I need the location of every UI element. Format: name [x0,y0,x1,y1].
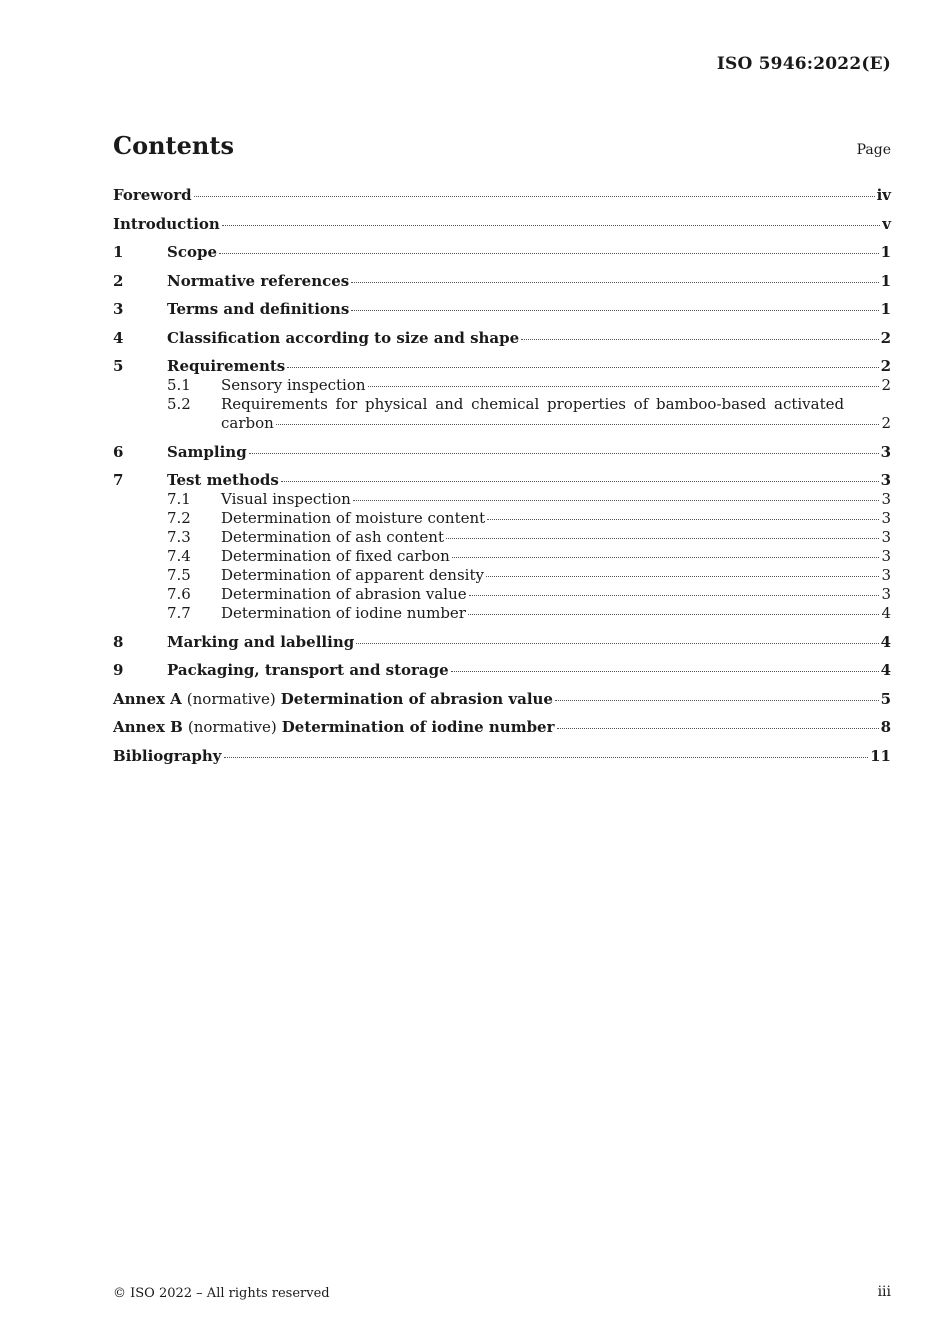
dot-leader [452,557,880,558]
toc-entry-page: 2 [881,414,891,432]
toc-entry-annex-label: Annex B [113,718,183,736]
toc-entry-page: 3 [881,585,891,603]
dot-leader [249,453,879,454]
toc-entry-page: 3 [881,509,891,527]
toc-entry-number: 7.5 [167,566,191,584]
dot-leader [521,339,878,340]
dot-leader [368,386,880,387]
contents-heading: Contents [113,131,234,160]
toc-entry-marking-labelling[interactable] [113,633,891,652]
dot-leader [486,576,879,577]
toc-entry-sampling[interactable] [113,443,891,462]
toc-entry-annex-label: Annex A [113,689,182,708]
toc-entry-title: Determination of iodine number [281,718,555,736]
toc-entry-title: Bibliography [113,746,222,765]
toc-entry-page: iv [876,186,891,204]
toc-entry-number: 7.6 [167,585,191,603]
toc-entry-requirements[interactable] [113,357,891,376]
toc-entry-fixed-carbon[interactable] [113,547,891,566]
toc-entry-title: Determination of ash content [221,528,444,546]
toc-entry-page: 1 [880,300,891,318]
document-code: ISO 5946:2022(E) [716,54,891,74]
toc-entry-page: 4 [880,661,891,679]
table-of-contents [113,186,891,766]
dot-leader [487,519,879,520]
toc-entry-page: 1 [880,243,891,261]
toc-entry-visual-inspection[interactable] [113,490,891,509]
toc-entry-annex-a[interactable] [113,690,891,709]
toc-entry-classification[interactable] [113,329,891,348]
toc-entry-page: v [882,214,891,233]
toc-entry-introduction[interactable] [113,215,891,234]
toc-entry-title-line1: Requirements for physical and chemical properties of bamboo-based activated [221,395,845,413]
toc-entry-number: 5.2 [167,395,191,413]
toc-entry-page: 3 [881,566,891,584]
toc-entry-annex-qualifier: (normative) [187,718,277,736]
toc-entry-number: 1 [113,243,124,261]
dot-leader [468,614,879,615]
toc-entry-terms-definitions[interactable] [113,300,891,319]
dot-leader [281,481,879,482]
dot-leader [557,728,879,729]
toc-entry-scope[interactable] [113,243,891,262]
toc-entry-normative-references[interactable] [113,272,891,291]
toc-entry-title: Packaging, transport and storage [167,661,449,679]
toc-entry-moisture-content[interactable] [113,509,891,528]
toc-entry-iodine-number[interactable] [113,604,891,623]
dot-leader [351,282,878,283]
toc-entry-page: 4 [881,604,891,622]
toc-entry-wrapped-title [221,395,891,433]
toc-entry-number: 9 [113,661,124,679]
toc-entry-title-line2: carbon [221,414,274,432]
toc-entry-title: Determination of apparent density [221,566,484,584]
toc-entry-abrasion-value[interactable] [113,585,891,604]
toc-entry-number: 7.7 [167,604,191,622]
toc-entry-title: Classification according to size and shape [167,328,520,347]
toc-entry-number: 3 [113,300,124,318]
toc-entry-number: 7.3 [167,528,191,546]
dot-leader [287,367,878,368]
toc-entry-title: Introduction [113,214,220,233]
toc-entry-page: 5 [880,689,891,708]
toc-entry-title: Visual inspection [221,490,351,508]
toc-entry-title: Marking and labelling [167,632,355,651]
toc-entry-foreword[interactable] [113,186,891,205]
toc-entry-page: 3 [881,528,891,546]
toc-entry-title-line2-row [221,414,891,433]
toc-entry-page: 1 [880,271,891,290]
toc-entry-number: 6 [113,442,124,461]
dot-leader [356,643,878,644]
toc-entry-page: 11 [870,746,891,765]
toc-entry-number: 8 [113,632,124,651]
dot-leader [276,424,880,425]
copyright-notice: © ISO 2022 – All rights reserved [113,1286,330,1301]
dot-leader [194,196,875,197]
toc-entry-bibliography[interactable] [113,747,891,766]
toc-entry-title: Normative references [167,271,350,290]
toc-entry-number: 7.4 [167,547,191,565]
toc-entry-page: 3 [881,547,891,565]
toc-entry-title: Scope [167,243,218,261]
toc-entry-title: Determination of fixed carbon [221,547,450,565]
toc-entry-number: 4 [113,328,124,347]
toc-entry-page: 3 [880,442,891,461]
toc-entry-title: Sampling [167,442,247,461]
dot-leader [351,310,878,311]
toc-entry-number: 5.1 [167,376,191,394]
toc-entry-title: Test methods [167,471,279,489]
toc-entry-page: 2 [881,376,891,394]
dot-leader [555,700,879,701]
dot-leader [224,757,869,758]
toc-entry-physical-chemical-requirements[interactable] [113,395,891,433]
toc-entry-page: 2 [880,357,891,375]
dot-leader [353,500,880,501]
page-number: iii [877,1284,891,1300]
toc-entry-title: Terms and definitions [167,300,350,318]
toc-entry-number: 5 [113,357,124,375]
page-column-label: Page [856,142,891,158]
toc-entry-ash-content[interactable] [113,528,891,547]
dot-leader [446,538,879,539]
toc-entry-number: 7.1 [167,490,191,508]
toc-entry-packaging[interactable] [113,661,891,680]
toc-entry-page: 8 [880,718,891,736]
toc-entry-number: 7.2 [167,509,191,527]
toc-entry-title: Foreword [113,186,192,204]
toc-entry-title: Requirements [167,357,286,375]
toc-entry-annex-b[interactable] [113,718,891,737]
toc-entry-annex-qualifier: (normative) [186,689,276,708]
toc-entry-title: Determination of abrasion value [280,689,553,708]
toc-entry-page: 4 [880,632,891,651]
toc-entry-apparent-density[interactable] [113,566,891,585]
toc-entry-number: 2 [113,271,124,290]
dot-leader [222,225,880,226]
dot-leader [451,671,879,672]
toc-entry-title: Determination of abrasion value [221,585,467,603]
dot-leader [219,253,879,254]
toc-entry-test-methods[interactable] [113,471,891,490]
toc-entry-title: Determination of moisture content [221,509,486,527]
toc-entry-number: 7 [113,471,124,489]
dot-leader [469,595,880,596]
toc-entry-page: 3 [881,490,891,508]
toc-entry-page: 3 [880,471,891,489]
toc-entry-title: Determination of iodine number [221,604,466,622]
toc-entry-page: 2 [880,328,891,347]
toc-entry-title: Sensory inspection [221,376,366,394]
toc-entry-sensory-inspection[interactable] [113,376,891,395]
